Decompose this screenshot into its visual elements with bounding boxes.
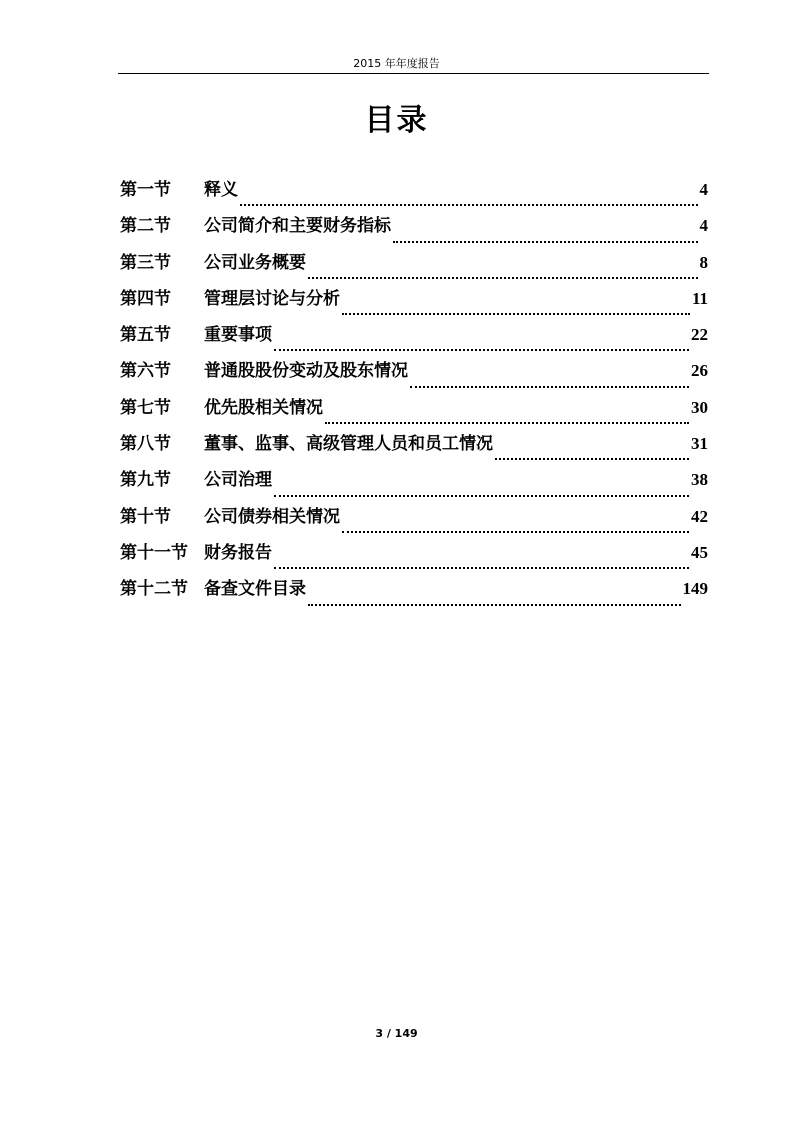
toc-dot-leader — [308, 277, 698, 279]
toc-entry-page: 30 — [691, 397, 708, 417]
running-header: 2015 年年度报告 — [353, 57, 440, 70]
toc-entry-label: 董事、监事、高级管理人员和员工情况 — [204, 434, 493, 455]
toc-dot-leader — [240, 204, 698, 206]
toc-entry-section: 第八节 — [120, 434, 171, 455]
toc-dot-leader — [274, 495, 689, 497]
toc-entry-page: 4 — [699, 180, 708, 199]
toc-entry[interactable] — [120, 396, 708, 432]
toc-entry[interactable] — [120, 577, 708, 613]
toc-entry-page: 22 — [691, 325, 708, 345]
toc-entry-label: 优先股相关情况 — [204, 397, 323, 418]
toc-entry-page: 45 — [691, 542, 708, 562]
toc-entry-page: 31 — [691, 434, 708, 454]
toc-entry[interactable] — [120, 287, 708, 323]
toc-entry-page: 149 — [682, 579, 708, 599]
toc-dot-leader — [342, 531, 689, 533]
toc-entry-label: 管理层讨论与分析 — [204, 288, 340, 309]
toc-dot-leader — [308, 604, 681, 606]
toc-dot-leader — [495, 458, 689, 460]
page-number: 3 / 149 — [375, 1027, 418, 1040]
toc-entry-section: 第十节 — [120, 506, 171, 527]
toc-entry[interactable] — [120, 214, 708, 250]
toc-list — [120, 178, 708, 614]
toc-entry-section: 第一节 — [120, 180, 171, 200]
toc-entry-label: 普通股股份变动及股东情况 — [204, 361, 408, 382]
toc-entry-section: 第十二节 — [120, 579, 188, 600]
toc-entry-label: 公司简介和主要财务指标 — [204, 216, 391, 237]
toc-dot-leader — [274, 349, 689, 351]
toc-entry[interactable] — [120, 468, 708, 504]
toc-entry-section: 第三节 — [120, 252, 171, 273]
header-divider — [118, 73, 709, 74]
toc-title: 目录 — [364, 103, 429, 138]
toc-entry-label: 财务报告 — [204, 542, 272, 563]
toc-entry-label: 备查文件目录 — [204, 579, 306, 600]
toc-entry[interactable] — [120, 323, 708, 359]
toc-entry[interactable] — [120, 359, 708, 395]
toc-entry-section: 第六节 — [120, 361, 171, 382]
toc-dot-leader — [393, 241, 698, 243]
toc-entry[interactable] — [120, 505, 708, 541]
toc-entry-page: 8 — [699, 252, 708, 272]
toc-dot-leader — [325, 422, 689, 424]
toc-entry-label: 公司治理 — [204, 470, 272, 491]
toc-entry-section: 第七节 — [120, 397, 171, 418]
toc-entry-page: 11 — [691, 288, 708, 308]
toc-entry-label: 重要事项 — [204, 325, 272, 346]
toc-entry[interactable] — [120, 251, 708, 287]
toc-entry-section: 第二节 — [120, 216, 171, 237]
toc-entry[interactable] — [120, 178, 708, 214]
toc-entry-page: 38 — [691, 470, 708, 490]
toc-entry-section: 第十一节 — [120, 542, 188, 563]
toc-entry-label: 公司业务概要 — [204, 252, 306, 273]
toc-dot-leader — [274, 567, 689, 569]
toc-entry[interactable] — [120, 541, 708, 577]
toc-entry-page: 4 — [699, 216, 708, 236]
toc-entry-label: 公司债券相关情况 — [204, 506, 340, 527]
toc-dot-leader — [410, 386, 689, 388]
toc-entry-page: 26 — [691, 361, 708, 381]
toc-entry-section: 第四节 — [120, 288, 171, 309]
toc-entry-section: 第五节 — [120, 325, 171, 346]
toc-dot-leader — [342, 313, 690, 315]
toc-entry[interactable] — [120, 432, 708, 468]
toc-entry-section: 第九节 — [120, 470, 171, 491]
toc-entry-label: 释义 — [204, 180, 238, 200]
toc-entry-page: 42 — [691, 506, 708, 526]
